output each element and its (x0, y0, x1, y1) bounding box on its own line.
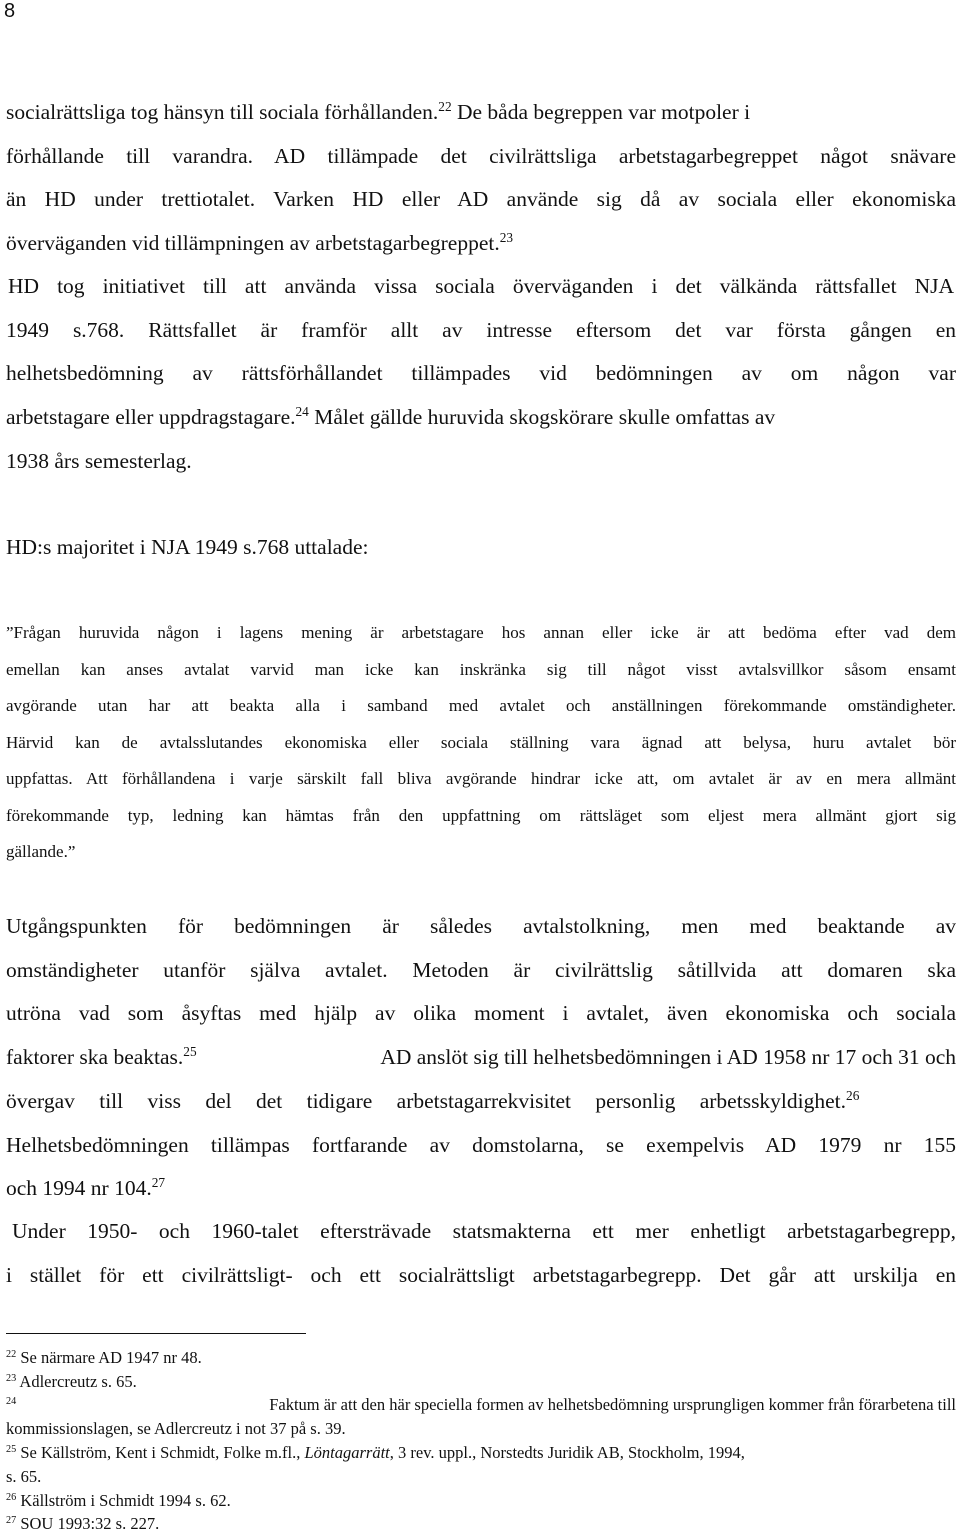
body-line: 1938 års semesterlag. (6, 449, 192, 473)
body-line: HD:s majoritet i NJA 1949 s.768 uttalade: (6, 535, 369, 559)
footnote-25-cont: s. 65. (6, 1467, 42, 1486)
body-line: faktorer ska beaktas.$^{25}$ AD anslöt sig till helhetsbedömningen i AD 1958 nr 17 och 31 och (6, 1044, 956, 1069)
footnote-22: $^{22}$ Se närmare AD 1947 nr 48. (6, 1348, 202, 1367)
footnote-ref-26: 26 (846, 1088, 860, 1104)
quote-line: avgörande utan har att beakta alla i samband med avtalet och anställningen förekommande omständigheter. (6, 696, 956, 715)
body-line: Helhetsbedömningen tillämpas fortfarande av domstolarna, se exempelvis AD 1979 nr 155 (6, 1133, 956, 1157)
body-line: Under 1950- och 1960-talet eftersträvade statsmakterna ett mer enhetligt arbetstagarbegrepp, (12, 1219, 956, 1243)
body-line: förhållande till varandra. AD tillämpade det civilrättsliga arbetstagarbegreppet något snävare (6, 144, 956, 168)
quote-line: gällande.” (6, 842, 76, 861)
body-line: överväganden vid tillämpningen av arbetstagarbegreppet.$^{23}$ (6, 230, 514, 255)
body-line: arbetstagare eller uppdragstagare.$^{24}$ Målet gällde huruvida skogskörare skulle omfattas av (6, 404, 776, 429)
footnote-27: $^{27}$ SOU 1993:32 s. 227. (6, 1514, 160, 1533)
footnote-separator (6, 1333, 306, 1334)
footnote-ref-25: 25 (183, 1044, 197, 1060)
body-line: i stället för ett civilrättsligt- och ett socialrättsligt arbetstagarbegrepp. Det går att urskilja en (6, 1263, 956, 1287)
body-line: HD tog initiativet till att använda vissa sociala överväganden i det välkända rättsfallet NJA (8, 274, 954, 298)
footnote-25: $^{25}$ Se Källström, Kent i Schmidt, Folke m.fl., Löntagarrätt, 3 rev. uppl., Norstedts Juridik AB, Stockholm, 1994, (6, 1443, 745, 1462)
quote-line: uppfattas. Att förhållandena i varje särskilt fall bliva avgörande hindrar icke att, om avtalet är av en mera allmänt (6, 769, 956, 788)
quote-line: förekommande typ, ledning kan hämtas från den uppfattning om rättsläget som eljest mera allmänt gjort sig (6, 806, 956, 825)
body-line: omständigheter utanför själva avtalet. Metoden är civilrättslig såtillvida att domaren ska (6, 958, 956, 982)
quote-line: Härvid kan de avtalsslutandes ekonomiska eller sociala ställning vara ägnad att belysa, huru avtalet bör (6, 733, 956, 752)
body-line: Utgångspunkten för bedömningen är således avtalstolkning, men med beaktande av (6, 914, 956, 938)
footnote-23: $^{23}$ Adlercreutz s. 65. (6, 1372, 137, 1391)
footnote-24-cont: kommissionslagen, se Adlercreutz i not 37 på s. 39. (6, 1419, 346, 1438)
body-line: och 1994 nr 104.27 (6, 1175, 166, 1200)
quote-line: emellan kan anses avtalat varvid man icke kan inskränka sig till något visst avtalsvillkor såsom ensamt (6, 660, 956, 679)
footnote-ref-24: 24 (295, 404, 309, 420)
body-line: än HD under trettiotalet. Varken HD eller AD använde sig då av sociala eller ekonomiska (6, 187, 956, 211)
body-line: övergav till viss del det tidigare arbetstagarrekvisitet personlig arbetsskyldighet.$^{26}$ (6, 1088, 860, 1113)
footnote-ref-23: 23 (499, 230, 514, 246)
body-line: utröna vad som åsyftas med hjälp av olika moment i avtalet, även ekonomiska och sociala (6, 1001, 956, 1025)
page-number: 8 (4, 0, 16, 22)
footnote-ref-22: 22 (438, 99, 452, 115)
body-line: helhetsbedömning av rättsförhållandet tillämpades vid bedömningen av om någon var (6, 361, 956, 385)
footnote-ref-27: 27 (151, 1175, 166, 1191)
body-line: 1949 s.768. Rättsfallet är framför allt av intresse eftersom det var första gången en (6, 318, 956, 342)
footnote-24: $^{24}$ Faktum är att den här speciella formen av helhetsbedömning ursprungligen kommer från förarbetena till (6, 1395, 956, 1414)
quote-line: ”Frågan huruvida någon i lagens mening är arbetstagare hos annan eller icke är att bedöma efter vad dem (6, 623, 956, 642)
body-line: socialrättsliga tog hänsyn till sociala förhållanden.$^{22}$ De båda begreppen var motpoler i (6, 99, 751, 124)
footnote-26: $^{26}$ Källström i Schmidt 1994 s. 62. (6, 1491, 231, 1510)
